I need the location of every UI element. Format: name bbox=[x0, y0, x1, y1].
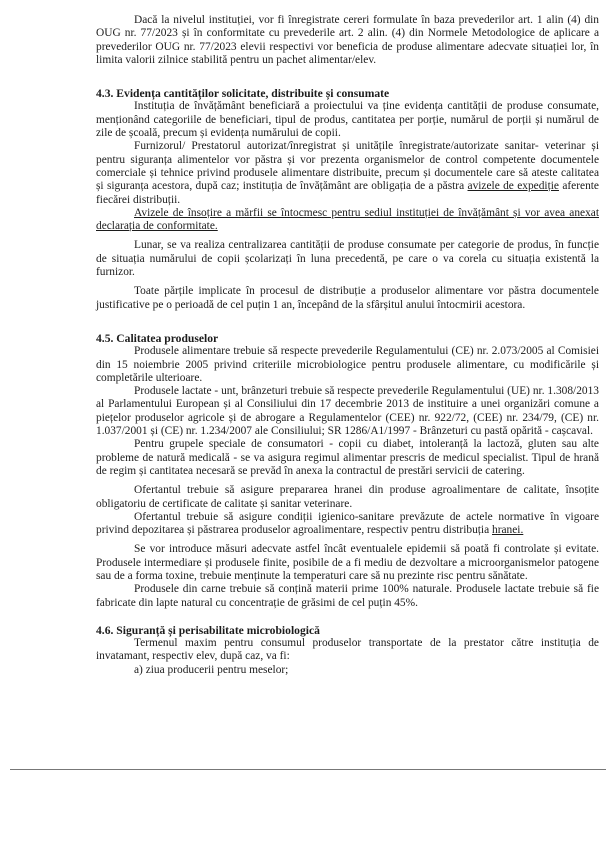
paragraph-hygiene-conditions bbox=[96, 511, 599, 538]
paragraph-quantity-records: Instituția de învățământ beneficiară a proiectului va ține evidența cantității de produse consumate, menționând categoriile de beneficiari, tipul de produs, cantitatea per porție, numărul de porții și numărul de zile de școală, precum și evidența numărului de copii. bbox=[96, 100, 599, 140]
paragraph-special-consumers: Pentru grupele speciale de consumatori - copii cu diabet, intoleranță la lactoză, gluten sau alte probleme de natură medicală - se va asigura regimul alimentar prescris de medicul specialist. Tipul de hrană de regim și cantitatea necesară se prevăd în anexa la contractul de prestări servicii de catering. bbox=[96, 438, 599, 477]
food-distribution-underlined: hranei. bbox=[492, 524, 524, 537]
paragraph-oug-requests: Dacă la nivelul instituției, vor fi înregistrate cereri formulate în baza prevederilor art. 1 alin (4) din OUG nr. 77/2023 și în conformitate cu prevederile art. 2 alin. (4) din Normele Metodologice de aplicare a prevederilor OUG nr. 77/2023 elevii respectivi vor beneficia de produse alimentare adecvate situației lor, în limita valorii zilnice stabilită pentru un pachet alimentar/elev. bbox=[96, 14, 599, 66]
paragraph-epidemic-measures: Se vor introduce măsuri adecvate astfel încât eventualele epidemii să poată fi controlate și evitate. Produsele intermediare și produsele finite, posibile de a fi mediu de dezvoltare a microorganismelor patogene sau de a forma toxine, trebuie menținute la temperaturi care să nu prezinte risc pentru sănătate. bbox=[96, 543, 599, 582]
supplier-documents-text: Furnizorul/ Prestatorul autorizat/înregistrat și unitățile înregistrate/autorizate sanitar- veterinar și pentru siguranța alimentelor vor păstra și vor prezenta organismelor de control competente documentele comerciale și tehnice privind produsele alimentare distribuite, precum și documentele care să ateste calitatea și siguranța acestora, după caz; instituția de învățământ are obligația de a păstra bbox=[96, 140, 599, 193]
paragraph-max-consumption-term: Termenul maxim pentru consumul produselor transportate de la prestator către instituția de invatamant, respectiv elev, după caz, va fi: bbox=[96, 637, 599, 663]
section-heading-4-5: 4.5. Calitatea produselor bbox=[96, 331, 219, 345]
paragraph-accompanying-notices: Avizele de însoțire a mărfii se întocmesc pentru sediul instituției de învățământ și vor avea anexat declarația de conformitate. bbox=[96, 206, 599, 233]
paragraph-monthly-centralization: Lunar, se va realiza centralizarea cantității de produse consumate per categorie de produs, în funcție de situația numărului de copii școlarizați în luna precedentă, pe care o va corela cu situația existentă la furnizor. bbox=[96, 239, 599, 279]
list-item-a: a) ziua producerii pentru meselor; bbox=[134, 663, 289, 676]
supplier-documents-tail: aferente fiecărei distribuții. bbox=[96, 180, 599, 206]
hygiene-conditions-text: Ofertantul trebuie să asigure condiții igienico-sanitare prevăzute de actele normative în vigoare privind depozitarea și păstrarea produselor agroalimentare, respectiv pentru distribuția bbox=[96, 510, 599, 537]
document-body bbox=[96, 14, 599, 677]
paragraph-document-retention: Toate părțile implicate în procesul de distribuție a produselor alimentare vor păstra documentele justificative pe o perioadă de cel puțin 1 an, începând de la sfârșitul anului întocmirii acestora. bbox=[96, 285, 599, 311]
paragraph-dairy-products: Produsele lactate - unt, brânzeturi trebuie să respecte prevederile Regulamentului (UE) nr. 1.308/2013 al Parlamentului European și al Consiliului din 17 decembrie 2013 de instituire a unei organizări comune a piețelor produselor agricole și de abrogare a Regulamentelor (CEE) nr. 922/72, (CEE) nr. 234/79, (CE) nr. 1.037/2001 și (CE) nr. 1.234/2007 ale Consiliului; SR 1286/A1/1997 - Brânzeturi cu pastă opărită - cașcaval. bbox=[96, 385, 599, 438]
paragraph-regulation-2073: Produsele alimentare trebuie să respecte prevederile Regulamentului (CE) nr. 2.073/2005 al Comisiei din 15 noiembrie 2005 privind criteriile microbiologice pentru produsele alimentare, cu modificările și completările ulterioare. bbox=[96, 345, 599, 384]
section-heading-4-3: 4.3. Evidența cantităților solicitate, distribuite și consumate bbox=[96, 87, 390, 101]
paragraph-meat-dairy-requirements: Produsele din carne trebuie să conțină materii prime 100% naturale. Produsele lactate trebuie să fie fabricate din lapte natural cu concentrație de grăsimi de cel puțin 45%. bbox=[96, 583, 599, 609]
footer-divider bbox=[10, 769, 606, 770]
section-heading-4-6: 4.6. Siguranță și perisabilitate microbiologică bbox=[96, 623, 320, 637]
shipping-notices-underlined: avizele de expediție bbox=[467, 180, 559, 193]
paragraph-food-quality-certificates: Ofertantul trebuie să asigure prepararea hranei din produse agroalimentare de calitate, însoțite obligatoriu de certificate de calitate și sanitar veterinare. bbox=[96, 484, 599, 510]
paragraph-supplier-documents bbox=[96, 140, 599, 206]
